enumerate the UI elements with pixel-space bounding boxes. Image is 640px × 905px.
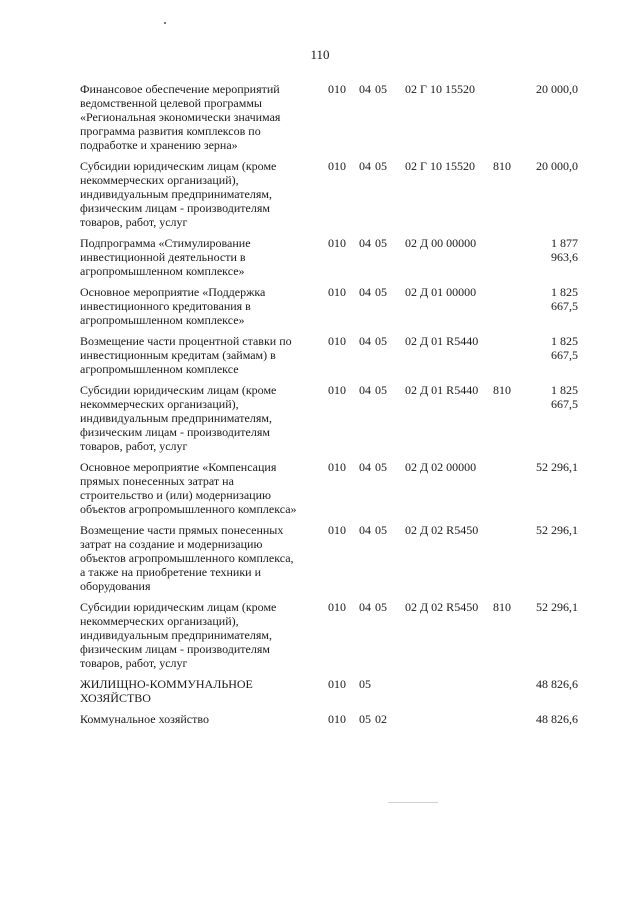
row-adm-code: 010 [328, 677, 346, 691]
row-adm-code: 010 [328, 159, 346, 173]
row-section: 05 [359, 712, 371, 726]
row-name: Возмещение части прямых понесенных затрат на создание и модернизацию объектов агропромышленного комплекса, а также на приобретение техники и оборудования [80, 523, 294, 593]
scan-speck [388, 802, 438, 803]
row-name: Субсидии юридическим лицам (кроме некоммерческих организаций), индивидуальным предпринимателям, физическим лицам - производителям товаров, работ, услуг [80, 159, 277, 229]
row-section: 04 [359, 460, 371, 474]
row-section: 04 [359, 82, 371, 96]
row-expense-type: 810 [493, 600, 511, 614]
row-subsection: 05 [375, 460, 387, 474]
row-section: 04 [359, 334, 371, 348]
row-subsection: 05 [375, 236, 387, 250]
row-amount: 52 296,1 [536, 460, 578, 474]
row-adm-code: 010 [328, 236, 346, 250]
row-subsection: 02 [375, 712, 387, 726]
page-number: 110 [310, 47, 330, 62]
row-section: 05 [359, 677, 371, 691]
row-subsection: 05 [375, 159, 387, 173]
row-name: Основное мероприятие «Компенсация прямых понесенных затрат на строительство и (или) модернизацию объектов агропромышленного комплекса» [80, 460, 297, 516]
row-name: Основное мероприятие «Поддержка инвестиционного кредитования в агропромышленном комплексе» [80, 285, 266, 327]
row-subsection: 05 [375, 334, 387, 348]
row-adm-code: 010 [328, 334, 346, 348]
table-row [80, 159, 578, 229]
table-row [80, 600, 578, 670]
row-section: 04 [359, 523, 371, 537]
row-amount: 1 825 667,5 [551, 334, 578, 362]
budget-table [80, 82, 578, 733]
row-subsection: 05 [375, 82, 387, 96]
row-subsection: 05 [375, 600, 387, 614]
row-target-article: 02 Д 00 00000 [405, 236, 477, 250]
row-subsection: 05 [375, 523, 387, 537]
row-section: 04 [359, 159, 371, 173]
row-amount: 1 825 667,5 [551, 285, 578, 313]
row-target-article: 02 Д 02 R5450 [405, 600, 479, 614]
row-name: Подпрограмма «Стимулирование инвестиционной деятельности в агропромышленном комплексе» [80, 236, 251, 278]
row-amount: 52 296,1 [536, 600, 578, 614]
row-subsection: 05 [375, 383, 387, 397]
row-adm-code: 010 [328, 600, 346, 614]
table-row [80, 677, 578, 705]
table-row [80, 460, 578, 516]
row-name: Субсидии юридическим лицам (кроме некоммерческих организаций), индивидуальным предпринимателям, физическим лицам - производителям товаров, работ, услуг [80, 600, 277, 670]
table-row [80, 523, 578, 593]
table-row [80, 82, 578, 152]
row-adm-code: 010 [328, 82, 346, 96]
table-row [80, 383, 578, 453]
row-target-article: 02 Д 02 00000 [405, 460, 477, 474]
scan-speck [164, 22, 166, 24]
table-row [80, 334, 578, 376]
row-amount: 20 000,0 [536, 159, 578, 173]
row-section: 04 [359, 236, 371, 250]
row-name: Финансовое обеспечение мероприятий ведомственной целевой программы «Региональная экономически значимая программа развития комплексов по подработке и хранению зерна» [80, 82, 281, 152]
row-adm-code: 010 [328, 285, 346, 299]
row-amount: 1 825 667,5 [551, 383, 578, 411]
row-subsection: 05 [375, 285, 387, 299]
row-expense-type: 810 [493, 383, 511, 397]
row-target-article: 02 Д 01 R5440 [405, 383, 479, 397]
row-target-article: 02 Г 10 15520 [405, 159, 475, 173]
row-name: Коммунальное хозяйство [80, 712, 209, 726]
row-name: ЖИЛИЩНО-КОММУНАЛЬНОЕ ХОЗЯЙСТВО [80, 677, 253, 705]
table-row [80, 236, 578, 278]
row-adm-code: 010 [328, 523, 346, 537]
row-target-article: 02 Д 01 R5440 [405, 334, 479, 348]
row-name: Возмещение части процентной ставки по инвестиционным кредитам (займам) в агропромышленном комплексе [80, 334, 292, 376]
row-amount: 48 826,6 [536, 712, 578, 726]
table-row [80, 285, 578, 327]
row-section: 04 [359, 285, 371, 299]
row-adm-code: 010 [328, 383, 346, 397]
row-section: 04 [359, 383, 371, 397]
row-expense-type: 810 [493, 159, 511, 173]
row-name: Субсидии юридическим лицам (кроме некоммерческих организаций), индивидуальным предпринимателям, физическим лицам - производителям товаров, работ, услуг [80, 383, 277, 453]
row-target-article: 02 Г 10 15520 [405, 82, 475, 96]
row-adm-code: 010 [328, 712, 346, 726]
row-target-article: 02 Д 02 R5450 [405, 523, 479, 537]
row-amount: 52 296,1 [536, 523, 578, 537]
row-adm-code: 010 [328, 460, 346, 474]
table-row [80, 712, 578, 726]
row-amount: 1 877 963,6 [551, 236, 578, 264]
row-target-article: 02 Д 01 00000 [405, 285, 477, 299]
row-amount: 48 826,6 [536, 677, 578, 691]
row-amount: 20 000,0 [536, 82, 578, 96]
row-section: 04 [359, 600, 371, 614]
